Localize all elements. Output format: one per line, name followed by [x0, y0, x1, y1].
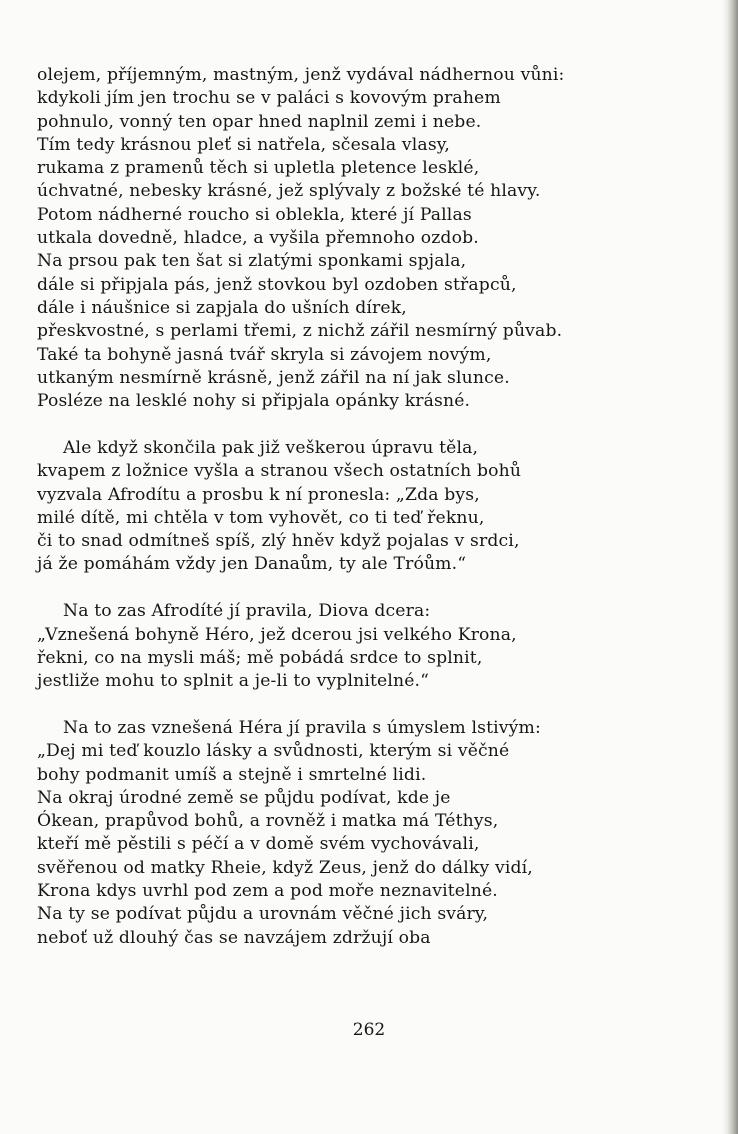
verse-line: řekni, co na mysli máš; mě pobádá srdce to splnit,: [37, 647, 483, 668]
stanza-3: [37, 600, 697, 693]
verse-line: Na okraj úrodné země se půjdu podívat, kde je: [37, 787, 451, 808]
verse-line: Na to zas vznešená Héra jí pravila s úmyslem lstivým:: [63, 717, 541, 738]
verse-line: svěřenou od matky Rheie, když Zeus, jenž do dálky vidí,: [37, 857, 533, 878]
verse-line: Také ta bohyně jasná tvář skryla si závojem novým,: [37, 344, 492, 365]
verse-line: či to snad odmítneš spíš, zlý hněv když pojalas v srdci,: [37, 531, 520, 552]
verse-line: já že pomáhám vždy jen Danaům, ty ale Tróům.“: [37, 554, 467, 575]
verse-line: Posléze na lesklé nohy si připjala opánky krásné.: [37, 391, 471, 412]
verse-line: pohnulo, vonný ten opar hned naplnil zemi i nebe.: [37, 111, 482, 132]
page-edge-shadow: [722, 0, 738, 1134]
verse-line: Na prsou pak ten šat si zlatými sponkami spjala,: [37, 251, 467, 272]
verse-line: utkaným nesmírně krásně, jenž zářil na ní jak slunce.: [37, 367, 510, 388]
verse-line: Ókean, prapůvod bohů, a rovněž i matka má Téthys,: [37, 811, 499, 832]
verse-line: přeskvostné, s perlami třemi, z nichž zářil nesmírný půvab.: [37, 321, 563, 342]
verse-line: jestliže mohu to splnit a je-li to vyplnitelné.“: [37, 671, 430, 692]
verse-line: utkala dovedně, hladce, a vyšila přemnoho ozdob.: [37, 228, 479, 249]
poem-text: [37, 64, 697, 973]
verse-line: Na to zas Afrodíté jí pravila, Diova dcera:: [63, 601, 431, 622]
verse-line: bohy podmanit umíš a stejně i smrtelné lidi.: [37, 764, 427, 785]
verse-line: Na ty se podívat půjdu a urovnám věčné jich sváry,: [37, 904, 489, 925]
verse-line: Ale když skončila pak již veškerou úpravu těla,: [63, 437, 479, 458]
verse-line: Krona kdys uvrhl pod zem a pod moře neznavitelné.: [37, 881, 498, 901]
verse-line: dále si připjala pás, jenž stovkou byl ozdoben střapců,: [37, 274, 517, 295]
page-number: 262: [352, 1020, 386, 1040]
verse-line: neboť už dlouhý čas se navzájem zdržují oba: [37, 927, 431, 948]
verse-line: dále i náušnice si zapjala do ušních dírek,: [37, 297, 407, 318]
verse-line: kteří mě pěstili s péčí a v domě svém vychovávali,: [37, 834, 480, 855]
verse-line: „Vznešená bohyně Héro, jež dcerou jsi velkého Krona,: [37, 624, 517, 645]
verse-line: kvapem z ložnice vyšla a stranou všech ostatních bohů: [37, 461, 522, 482]
verse-line: milé dítě, mi chtěla v tom vyhovět, co ti teď řeknu,: [37, 507, 485, 528]
stanza-1: [37, 64, 697, 413]
stanza-4: [37, 717, 697, 950]
stanza-2: [37, 437, 697, 577]
verse-line: kdykoli jím jen trochu se v paláci s kovovým prahem: [37, 88, 501, 109]
verse-line: vyzvala Afrodítu a prosbu k ní pronesla: „Zda bys,: [37, 484, 480, 505]
verse-line: úchvatné, nebesky krásné, jež splývaly z božské té hlavy.: [37, 181, 541, 202]
verse-line: Potom nádherné roucho si oblekla, které jí Pallas: [37, 204, 472, 225]
verse-line: Tím tedy krásnou pleť si natřela, sčesala vlasy,: [37, 134, 450, 155]
verse-line: olejem, příjemným, mastným, jenž vydával nádhernou vůni:: [37, 65, 565, 85]
verse-line: rukama z pramenů těch si upletla pletence lesklé,: [37, 158, 480, 179]
verse-line: „Dej mi teď kouzlo lásky a svůdnosti, kterým si věčné: [37, 741, 510, 762]
